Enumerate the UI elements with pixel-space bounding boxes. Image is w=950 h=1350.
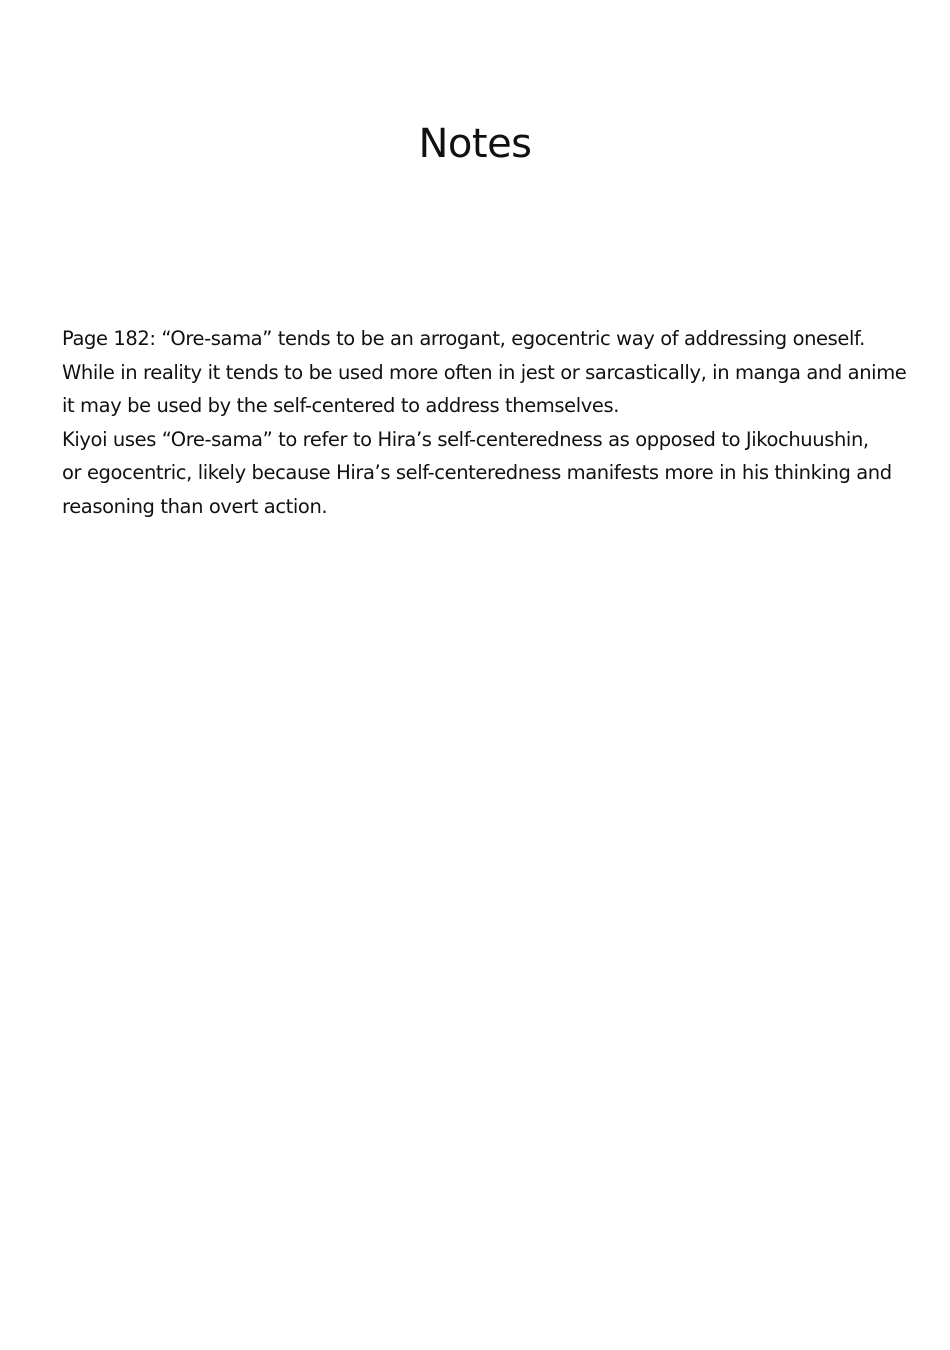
notes-body [62,322,907,524]
note-line: reasoning than overt action. [62,494,328,518]
note-line: Kiyoi uses “Ore-sama” to refer to Hira’s self-centeredness as opposed to Jikochuushin, [62,427,869,451]
page-title: Notes [418,121,532,167]
note-line: it may be used by the self-centered to address themselves. [62,394,620,418]
note-line: Page 182: “Ore-sama” tends to be an arrogant, egocentric way of addressing oneself. [62,327,865,350]
note-line: While in reality it tends to be used more often in jest or sarcastically, in manga and anime [62,360,907,384]
note-line: or egocentric, likely because Hira’s self-centeredness manifests more in his thinking and [62,461,892,485]
